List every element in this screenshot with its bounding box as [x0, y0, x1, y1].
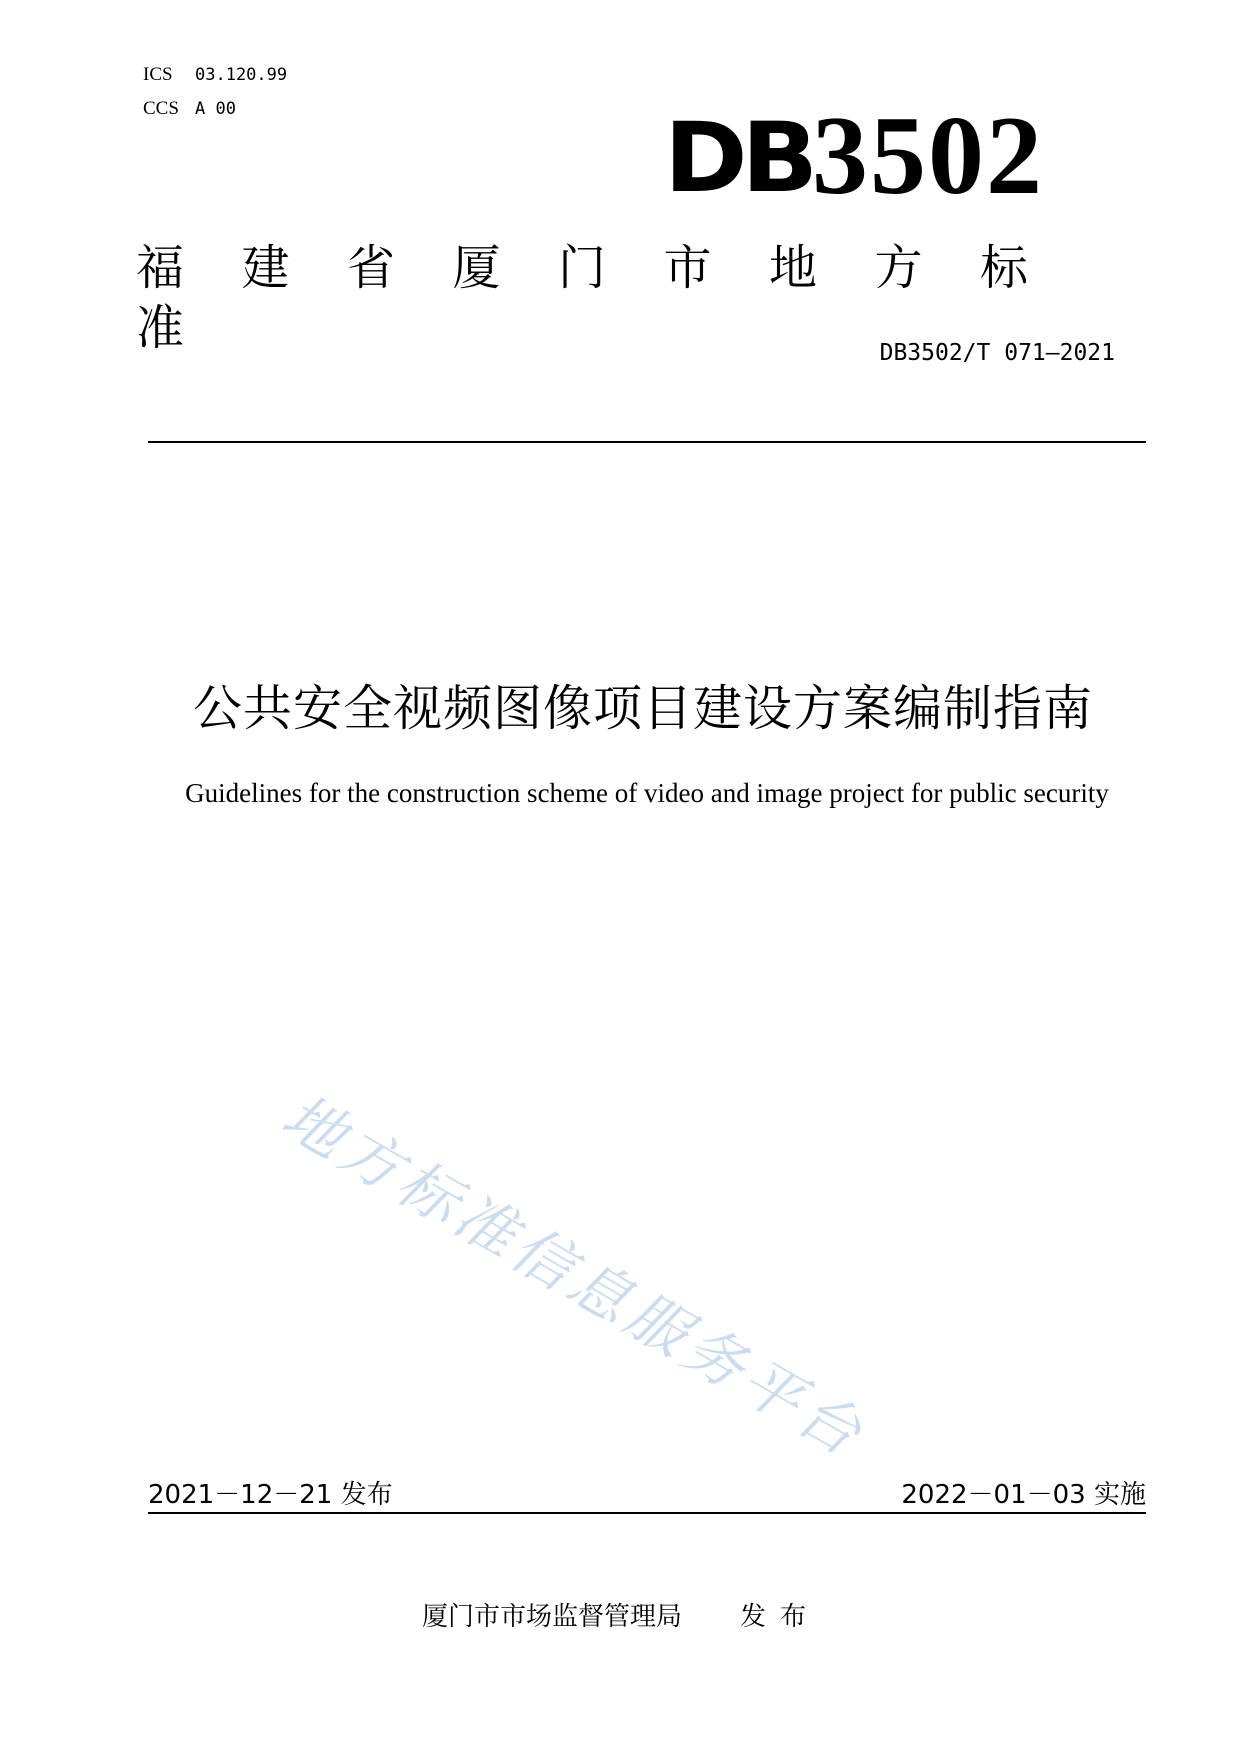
publisher-name: 厦门市市场监督管理局 — [422, 1602, 683, 1632]
ccs-row — [143, 92, 287, 126]
db-logo-letters: DB — [664, 102, 812, 214]
category-char: 市 — [663, 240, 712, 296]
title-chinese: 公共安全视频图像项目建设方案编制指南 — [192, 680, 1093, 737]
ics-row — [143, 58, 287, 92]
category-char: 门 — [558, 240, 607, 296]
ics-label: ICS — [143, 64, 173, 85]
ccs-label: CCS — [143, 98, 179, 119]
ccs-value: A 00 — [195, 99, 236, 119]
bottom-divider — [148, 1512, 1146, 1514]
publisher — [422, 1596, 820, 1633]
db-logo-number: 3502 — [812, 94, 1044, 218]
ics-value: 03.120.99 — [195, 65, 288, 85]
category-char: 准 — [136, 300, 185, 356]
db-logo — [664, 94, 1066, 218]
standard-number: DB3502/T 071—2021 — [879, 340, 1115, 366]
category-char: 建 — [241, 240, 290, 296]
category-char: 省 — [347, 240, 396, 296]
category-char: 标 — [980, 240, 1029, 296]
issue-date: 2021－12－21 发布 — [148, 1480, 393, 1510]
watermark: 地方标准信息服务平台 — [270, 1081, 878, 1472]
top-divider — [148, 441, 1146, 443]
implementation-date: 2022－01－03 实施 — [901, 1480, 1146, 1510]
classification-codes — [143, 58, 287, 126]
category-char: 福 — [136, 240, 185, 296]
publish-label: 发布 — [740, 1602, 821, 1632]
category-char: 厦 — [452, 240, 501, 296]
category-char: 地 — [769, 240, 818, 296]
title-english: Guidelines for the construction scheme of video and image project for public security — [185, 778, 1109, 808]
category-char: 方 — [874, 240, 923, 296]
